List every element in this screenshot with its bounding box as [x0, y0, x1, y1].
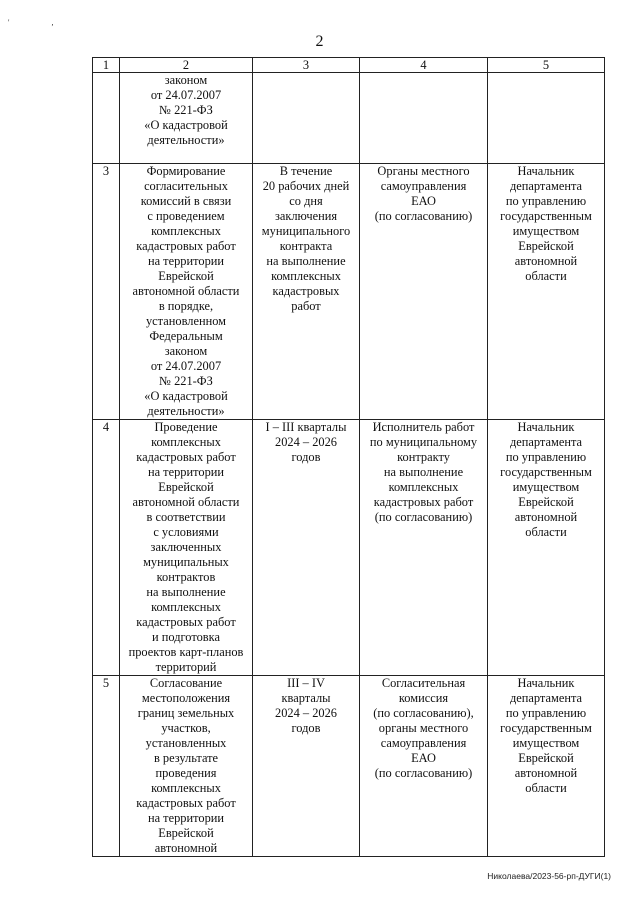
row-number: 4	[93, 420, 120, 676]
row-number: 3	[93, 164, 120, 420]
table-row	[93, 164, 605, 420]
cell-executor	[360, 73, 488, 164]
header-cell-3: 3	[253, 58, 360, 73]
document-reference-footer: Николаева/2023-56-рп-ДУГИ(1)	[487, 871, 611, 881]
cell-executor: Согласительная комиссия (по согласованию), органы местного самоуправления ЕАО (по согласованию)	[360, 676, 488, 857]
cell-activity: Формирование согласительных комиссий в связи с проведением комплексных кадастровых работ на территории Еврейской автономной области в порядке, установленном Федеральным законом от 24.07.2007 № 221-ФЗ «О кадастровой деятельности»	[120, 164, 253, 420]
header-cell-5: 5	[488, 58, 605, 73]
page-number: 2	[315, 33, 324, 50]
scan-artifact-marks: ' ,	[8, 18, 74, 27]
cell-responsible	[488, 73, 605, 164]
cell-activity: законом от 24.07.2007 № 221-ФЗ «О кадастровой деятельности»	[120, 73, 253, 164]
cell-deadline	[253, 73, 360, 164]
cell-activity: Проведение комплексных кадастровых работ на территории Еврейской автономной области в соответствии с условиями заключенных муниципальных контрактов на выполнение комплексных кадастровых работ и подготовка проектов карт-планов территорий	[120, 420, 253, 676]
cell-deadline: III – IV кварталы 2024 – 2026 годов	[253, 676, 360, 857]
cell-responsible: Начальник департамента по управлению государственным имуществом Еврейской автономной области	[488, 420, 605, 676]
cell-responsible: Начальник департамента по управлению государственным имуществом Еврейской автономной области	[488, 676, 605, 857]
row-number	[93, 73, 120, 164]
table-header-row	[93, 58, 605, 73]
plan-table	[92, 57, 605, 857]
cell-executor: Исполнитель работ по муниципальному контракту на выполнение комплексных кадастровых работ (по согласованию)	[360, 420, 488, 676]
cell-activity: Согласование местоположения границ земельных участков, установленных в результате проведения комплексных кадастровых работ на территории Еврейской автономной	[120, 676, 253, 857]
header-cell-2: 2	[120, 58, 253, 73]
header-cell-4: 4	[360, 58, 488, 73]
row-number: 5	[93, 676, 120, 857]
cell-executor: Органы местного самоуправления ЕАО (по согласованию)	[360, 164, 488, 420]
cell-responsible: Начальник департамента по управлению государственным имуществом Еврейской автономной области	[488, 164, 605, 420]
header-cell-1: 1	[93, 58, 120, 73]
cell-deadline: I – III кварталы 2024 – 2026 годов	[253, 420, 360, 676]
cell-deadline: В течение 20 рабочих дней со дня заключения муниципального контракта на выполнение комплексных кадастровых работ	[253, 164, 360, 420]
table-row	[93, 420, 605, 676]
table-row	[93, 73, 605, 164]
table-row	[93, 676, 605, 857]
